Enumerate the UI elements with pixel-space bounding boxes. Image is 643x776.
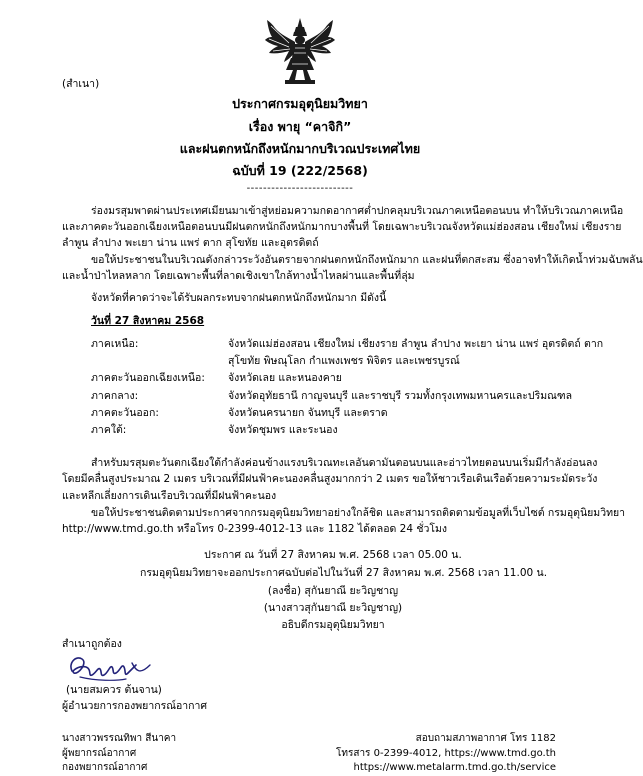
document-subject: เรื่อง พายุ “คาจิกิ” xyxy=(248,119,352,134)
region-label-south: ภาคใต้: xyxy=(91,424,127,436)
footer-hotline: สอบถามสภาพอากาศ โทร 1182 xyxy=(415,733,556,744)
region-provinces-north: จังหวัดแม่ฮ่องสอน เชียงใหม่ เชียงราย ลำพูน ลำปาง พะเยา น่าน แพร่ อุตรดิตถ์ ตาก xyxy=(228,338,604,350)
footer-fax-website: โทรสาร 0-2399-4012, https://www.tmd.go.th xyxy=(336,748,556,759)
title-divider: -------------------------- xyxy=(246,183,354,194)
paragraph-line: ขอให้ประชาชนในบริเวณดังกล่าวระวังอันตรายจากฝนตกหนักถึงหนักมาก และฝนที่ตกสะสม ซึ่งอาจทำให้เกิดน้ำท่วมฉับพลัน xyxy=(91,254,643,266)
paragraph-line: โดยมีคลื่นสูงประมาณ 2 เมตร บริเวณที่มีฝนฟ้าคะนองคลื่นสูงมากกว่า 2 เมตร ขอให้ชาวเรือเดินเรือด้วยความระมัดระวัง xyxy=(62,473,598,485)
region-provinces-northeast: จังหวัดเลย และหนองคาย xyxy=(228,372,342,384)
certifier-name: (นายสมควร ต้นจาน) xyxy=(66,684,162,696)
paragraph-line: จังหวัดที่คาดว่าจะได้รับผลกระทบจากฝนตกหนักถึงหนักมาก มีดังนี้ xyxy=(91,292,387,304)
paragraph-line: และน้ำป่าไหลหลาก โดยเฉพาะพื้นที่ลาดเชิงเขาใกล้ทางน้ำไหลผ่านและพื้นที่ลุ่ม xyxy=(62,270,415,282)
signatory-name: (นางสาวสุกันยาณี ยะวิญชาญ) xyxy=(263,602,403,614)
footer-division: กองพยากรณ์อากาศ xyxy=(62,762,148,773)
issue-number: ฉบับที่ 19 (222/2568) xyxy=(232,163,368,178)
footer-service-url: https://www.metalarm.tmd.go.th/service xyxy=(353,762,556,773)
certified-copy-label: สำเนาถูกต้อง xyxy=(62,638,122,650)
date-heading: วันที่ 27 สิงหาคม 2568 xyxy=(91,315,205,327)
paragraph-line: ร่องมรสุมพาดผ่านประเทศเมียนมาเข้าสู่หย่อมความกดอากาศต่ำปกคลุมบริเวณภาคเหนือตอนบน ทำให้บริเวณภาคเหนือ xyxy=(91,205,624,217)
region-label-north: ภาคเหนือ: xyxy=(91,338,139,350)
paragraph-line: ขอให้ประชาชนติดตามประกาศจากกรมอุตุนิยมวิทยาอย่างใกล้ชิด และสามารถติดตามข้อมูลที่เว็บไซต์ กรมอุตุนิยมวิทยา xyxy=(91,507,626,519)
next-announcement-time: กรมอุตุนิยมวิทยาจะออกประกาศฉบับต่อไปในวันที่ 27 สิงหาคม พ.ศ. 2568 เวลา 11.00 น. xyxy=(140,567,548,579)
footer-forecaster-name: นางสาวพรรณทิพา สีนาคา xyxy=(62,733,177,744)
footer-forecaster-role: ผู้พยากรณ์อากาศ xyxy=(62,748,137,759)
paragraph-line: http://www.tmd.go.th หรือโทร 0-2399-4012-13 และ 1182 ได้ตลอด 24 ชั่วโมง xyxy=(62,523,448,535)
region-provinces-east: จังหวัดนครนายก จันทบุรี และตราด xyxy=(228,407,388,419)
paragraph-line: และภาคตะวันออกเฉียงเหนือตอนบนมีฝนตกหนักถึงหนักมากบางพื้นที่ โดยเฉพาะบริเวณจังหวัดแม่ฮ่องสอน เชียงใหม่ เชียงราย xyxy=(62,221,622,233)
signed-line: (ลงชื่อ) สุกันยาณี ยะวิญชาญ xyxy=(267,585,399,597)
region-label-northeast: ภาคตะวันออกเฉียงเหนือ: xyxy=(91,372,205,384)
document-subject-line2: และฝนตกหนักถึงหนักมากบริเวณประเทศไทย xyxy=(179,141,421,156)
region-label-east: ภาคตะวันออก: xyxy=(91,407,159,419)
signatory-position: อธิบดีกรมอุตุนิยมวิทยา xyxy=(281,619,385,631)
copy-mark: (สำเนา) xyxy=(62,78,100,90)
paragraph-line: ลำพูน ลำปาง พะเยา น่าน แพร่ ตาก สุโขทัย และอุตรดิตถ์ xyxy=(62,237,319,249)
paragraph-line: สำหรับมรสุมตะวันตกเฉียงใต้กำลังค่อนข้างแรงบริเวณทะเลอันดามันตอนบนและอ่าวไทยตอนบนเริ่มมีกำลังอ่อนลง xyxy=(91,457,598,469)
certifier-position: ผู้อำนวยการกองพยากรณ์อากาศ xyxy=(62,700,208,712)
announcement-time: ประกาศ ณ วันที่ 27 สิงหาคม พ.ศ. 2568 เวลา 05.00 น. xyxy=(204,549,462,561)
region-label-central: ภาคกลาง: xyxy=(91,390,139,402)
handwritten-signature xyxy=(66,651,156,683)
document-title: ประกาศกรมอุตุนิยมวิทยา xyxy=(232,96,368,111)
region-provinces-north: สุโขทัย พิษณุโลก กำแพงเพชร พิจิตร และเพชรบูรณ์ xyxy=(228,355,460,367)
region-provinces-south: จังหวัดชุมพร และระนอง xyxy=(228,424,338,436)
region-provinces-central: จังหวัดอุทัยธานี กาญจนบุรี และราชบุรี รวมทั้งกรุงเทพมหานครและปริมณฑล xyxy=(228,390,573,402)
paragraph-line: และหลีกเลี่ยงการเดินเรือบริเวณที่มีฝนฟ้าคะนอง xyxy=(62,490,277,502)
